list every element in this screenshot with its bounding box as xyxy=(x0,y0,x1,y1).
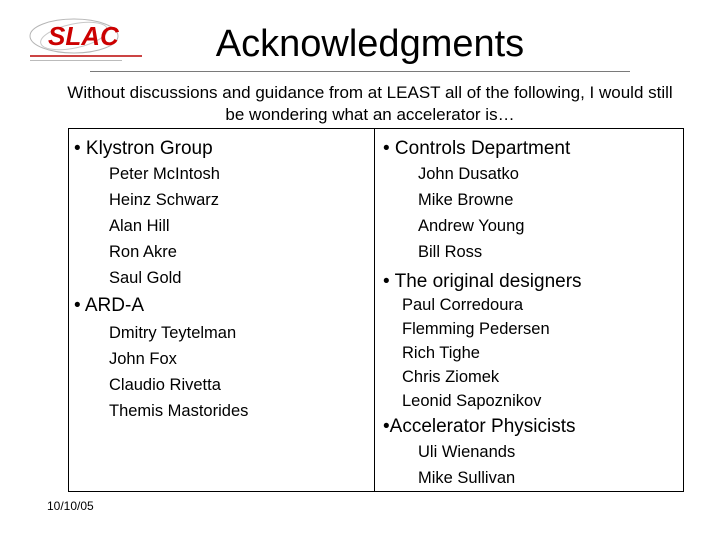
name-list-klystron xyxy=(109,161,220,291)
subtitle: Without discussions and guidance from at LEAST all of the following, I would still be wondering what an accelerator is… xyxy=(67,83,673,124)
list-item: Mike Browne xyxy=(418,191,514,209)
list-item: Saul Gold xyxy=(109,269,182,287)
list-item: Themis Mastorides xyxy=(109,402,249,420)
name-list-ard-a xyxy=(109,320,248,424)
list-item: Rich Tighe xyxy=(402,344,480,362)
slide-date: 10/10/05 xyxy=(47,499,94,513)
list-item: Paul Corredoura xyxy=(402,296,524,314)
list-item: John Fox xyxy=(109,350,177,368)
list-item: Chris Ziomek xyxy=(402,368,500,386)
title-underline xyxy=(90,71,630,72)
list-item: Flemming Pedersen xyxy=(402,320,550,338)
logo-text: SLAC xyxy=(48,21,119,51)
list-item: Heinz Schwarz xyxy=(109,191,220,209)
list-item: Leonid Sapoznikov xyxy=(402,392,542,410)
name-list-designers xyxy=(402,293,550,413)
group-heading-ard-a: • ARD-A xyxy=(74,295,144,316)
list-item: Dmitry Teytelman xyxy=(109,324,237,342)
page-title: Acknowledgments xyxy=(215,23,525,65)
group-heading-designers: • The original designers xyxy=(383,271,582,292)
list-item: John Dusatko xyxy=(418,165,519,183)
slac-logo xyxy=(22,12,172,70)
group-heading-klystron: • Klystron Group xyxy=(74,138,213,159)
column-divider xyxy=(374,128,375,492)
list-item: Peter McIntosh xyxy=(109,165,220,183)
name-list-physicists xyxy=(418,439,515,491)
group-heading-controls: • Controls Department xyxy=(383,138,571,159)
list-item: Alan Hill xyxy=(109,217,170,235)
list-item: Ron Akre xyxy=(109,243,177,261)
list-item: Uli Wienands xyxy=(418,443,516,461)
list-item: Claudio Rivetta xyxy=(109,376,221,394)
list-item: Andrew Young xyxy=(418,217,525,235)
list-item: Bill Ross xyxy=(418,243,483,261)
list-item: Mike Sullivan xyxy=(418,469,516,487)
name-list-controls xyxy=(418,161,524,265)
group-heading-physicists: •Accelerator Physicists xyxy=(383,416,576,437)
